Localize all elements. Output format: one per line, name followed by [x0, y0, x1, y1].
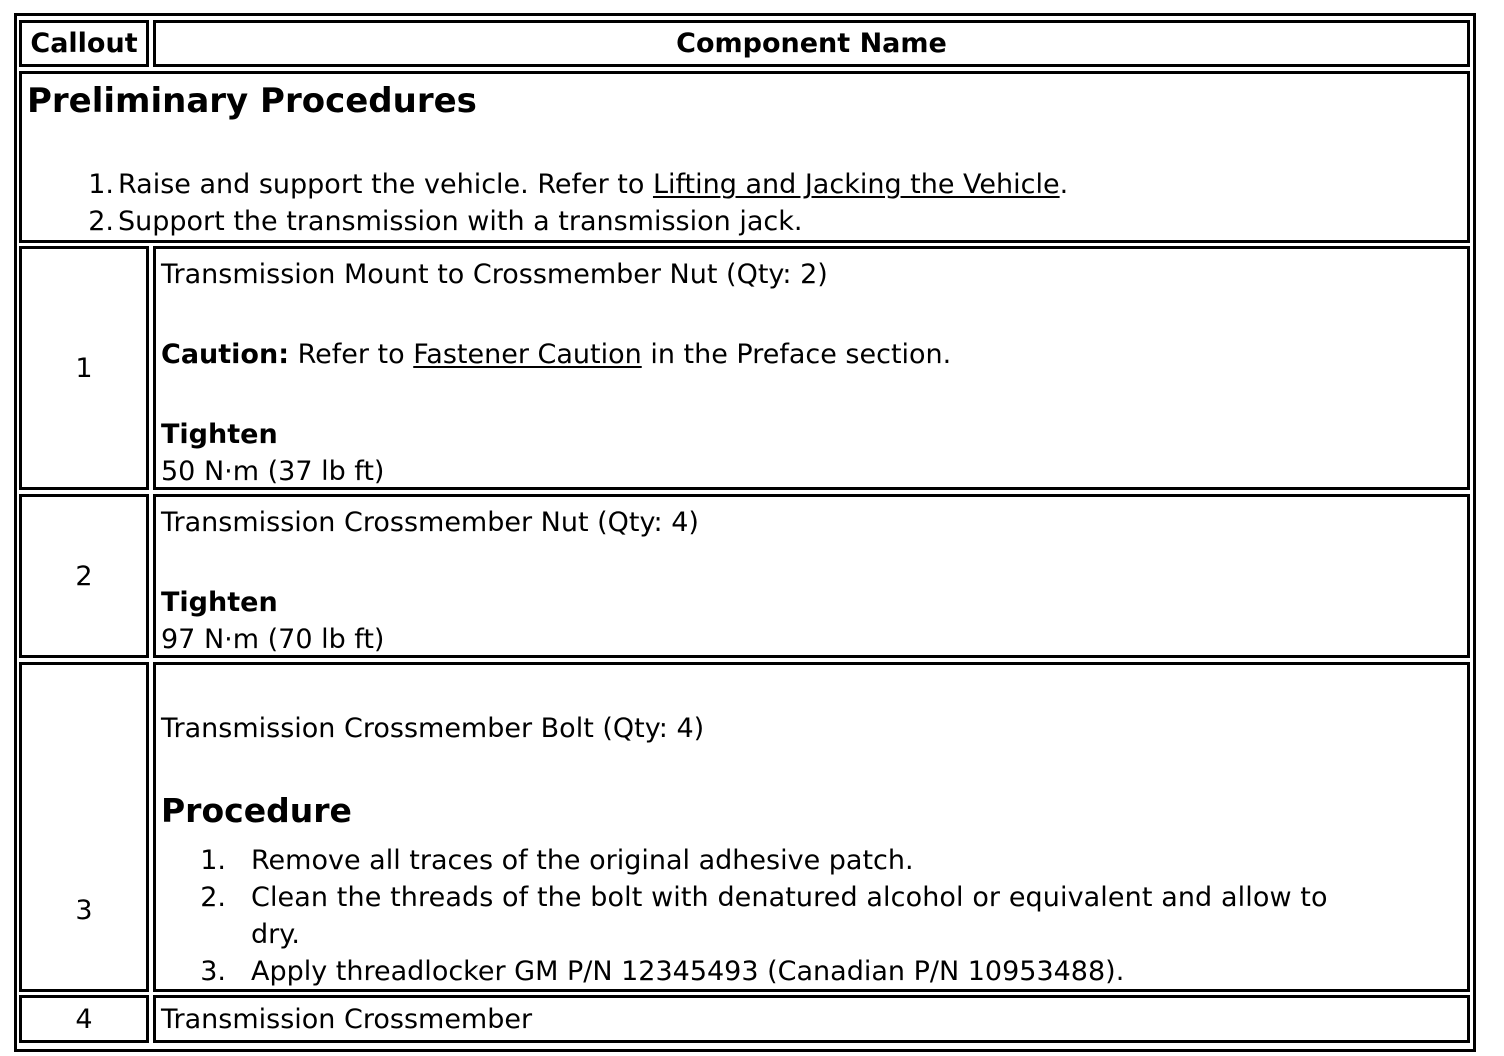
component-cell [153, 494, 1470, 658]
step-number: 3. [200, 956, 226, 987]
callout-cell [19, 494, 149, 658]
procedure-title: Procedure [161, 791, 352, 830]
caution-note [161, 336, 951, 373]
torque-value: 97 N·m (70 lb ft) [161, 624, 385, 655]
tighten-text: Tighten [161, 587, 278, 618]
preliminary-procedures-cell [19, 71, 1470, 243]
caution-label: Caution: [161, 339, 289, 370]
step-text-continued: dry. [251, 919, 300, 950]
caution-text-end: in the Preface section. [641, 339, 952, 370]
callout-number: 3 [75, 895, 93, 926]
step-number: 2. [200, 882, 226, 913]
step-text-end: . [1059, 169, 1069, 200]
component-name: Transmission Crossmember Bolt (Qty: 4) [161, 713, 705, 744]
callout-number: 4 [75, 1003, 93, 1035]
header-component-label: Component Name [676, 28, 947, 59]
header-callout-label: Callout [30, 28, 138, 59]
component-name: Transmission Mount to Crossmember Nut (Qty: 2) [161, 259, 828, 290]
callout-cell [19, 995, 149, 1043]
tighten-text: Tighten [161, 419, 278, 450]
step-text: Remove all traces of the original adhesive patch. [251, 845, 914, 876]
lifting-and-jacking-link[interactable]: Lifting and Jacking the Vehicle [652, 169, 1060, 200]
step-number: 2. [88, 206, 114, 237]
component-name: Transmission Crossmember Nut (Qty: 4) [161, 507, 699, 538]
header-component-name [153, 20, 1470, 67]
component-cell [153, 995, 1470, 1043]
callout-cell [19, 662, 149, 992]
fastener-caution-link[interactable]: Fastener Caution [413, 339, 642, 370]
callout-cell [19, 246, 149, 490]
caution-text: Refer to [289, 339, 414, 370]
step-number: 1. [200, 845, 226, 876]
preliminary-title: Preliminary Procedures [27, 81, 477, 121]
step-number: 1. [88, 169, 114, 200]
torque-value: 50 N·m (37 lb ft) [161, 456, 385, 487]
header-callout [19, 20, 149, 67]
callout-number: 2 [75, 560, 93, 592]
component-cell [153, 662, 1470, 992]
step-text: Clean the threads of the bolt with denatured alcohol or equivalent and allow to [251, 882, 1328, 913]
component-cell [153, 246, 1470, 490]
tighten-label [161, 584, 278, 621]
tighten-label [161, 416, 278, 453]
step-text: Apply threadlocker GM P/N 12345493 (Canadian P/N 10953488). [251, 956, 1125, 987]
callout-number: 1 [75, 352, 93, 384]
step-text: Raise and support the vehicle. Refer to [118, 169, 653, 200]
step-text: Support the transmission with a transmission jack. [118, 206, 803, 237]
component-name: Transmission Crossmember [161, 1004, 533, 1035]
